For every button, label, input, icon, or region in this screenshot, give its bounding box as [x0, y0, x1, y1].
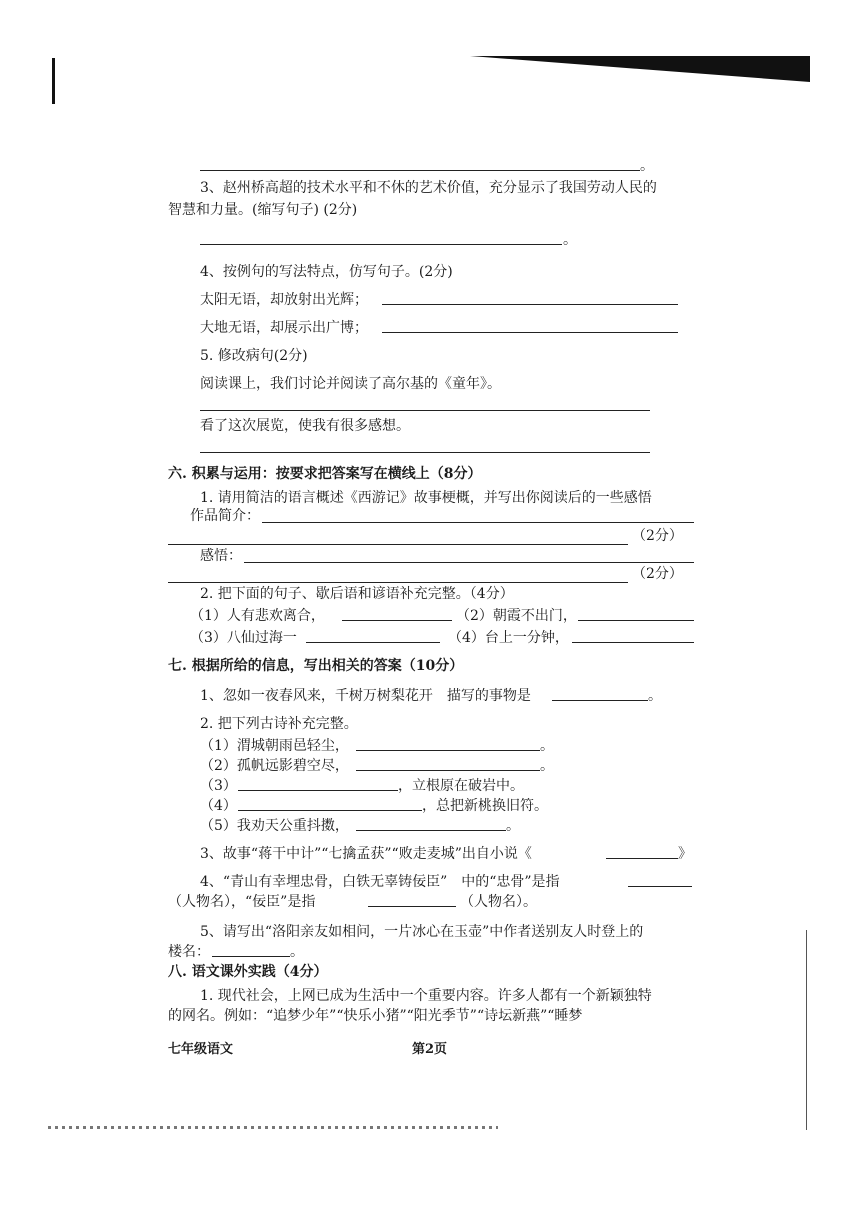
- q5-item4-prompt: 大地无语，却展示出广博；: [200, 320, 368, 336]
- scan-edge-mark-right: [806, 930, 807, 1130]
- s7-q1: 1、忽如一夜春风来，千树万树梨花开 描写的事物是: [200, 688, 531, 704]
- answer-line[interactable]: [382, 304, 678, 305]
- period: 。: [290, 944, 304, 960]
- answer-line[interactable]: [244, 562, 694, 563]
- s6-q1: 1. 请用简洁的语言概述《西游记》故事梗概，并写出你阅读后的一些感悟: [200, 490, 652, 506]
- section7-title: 七. 根据所给的信息，写出相关的答案（10分）: [168, 658, 464, 674]
- answer-line[interactable]: [356, 770, 540, 771]
- answer-line[interactable]: [552, 700, 648, 701]
- answer-line[interactable]: [212, 956, 290, 957]
- s7-q4-line1: 4、“青山有幸埋忠骨，白铁无辜铸佞臣” 中的“忠骨”是指: [200, 874, 560, 890]
- q5-item5-sentence1: 阅读课上，我们讨论并阅读了高尔基的《童年》。: [200, 376, 501, 392]
- s7-q5-line1: 5、请写出“洛阳亲友如相问，一片冰心在玉壶”中作者送别友人时登上的: [200, 924, 644, 940]
- s7-poem4-b: ，总把新桃换旧符。: [422, 798, 548, 814]
- scan-edge-mark-top-right: [470, 52, 810, 84]
- s6-q2: 2. 把下面的句子、歇后语和谚语补充完整。（4分）: [200, 586, 514, 602]
- period: 。: [540, 738, 554, 754]
- answer-line[interactable]: [382, 332, 678, 333]
- s6-q1-feel: 感悟：: [200, 548, 242, 564]
- section6-title: 六. 积累与运用：按要求把答案写在横线上（8分）: [168, 466, 482, 482]
- s7-poem2: （2）孤帆远影碧空尽，: [200, 758, 349, 774]
- s6-q2-a: （1）人有悲欢离合，: [190, 608, 325, 624]
- q5-item3-line1: 3、赵州桥高超的技术水平和不休的艺术价值，充分显示了我国劳动人民的: [200, 180, 657, 196]
- s7-poem5: （5）我劝天公重抖擞，: [200, 818, 349, 834]
- period: 。: [563, 232, 577, 248]
- q5-item3-line2: 智慧和力量。(缩写句子) (2分): [168, 202, 358, 218]
- answer-line[interactable]: [628, 886, 692, 887]
- answer-line[interactable]: [238, 810, 422, 811]
- answer-line[interactable]: [200, 170, 640, 171]
- s7-poem1: （1）渭城朝雨邑轻尘，: [200, 738, 349, 754]
- s7-q4-a: （人物名），“佞臣”是指: [168, 894, 316, 910]
- s7-q2: 2. 把下列古诗补充完整。: [200, 716, 358, 732]
- scan-edge-mark-left: [52, 58, 55, 104]
- answer-line[interactable]: [356, 750, 540, 751]
- answer-line[interactable]: [572, 642, 694, 643]
- q5-item5: 5. 修改病句(2分): [200, 348, 308, 364]
- answer-line[interactable]: [200, 452, 650, 453]
- answer-line[interactable]: [168, 582, 628, 583]
- q5-item4: 4、按例句的写法特点，仿写句子。(2分): [200, 264, 453, 280]
- answer-line[interactable]: [368, 906, 456, 907]
- scan-dotted-artifact: [48, 1126, 498, 1129]
- q5-item5-sentence2: 看了这次展览，使我有很多感想。: [200, 418, 410, 434]
- answer-line[interactable]: [356, 830, 506, 831]
- answer-line[interactable]: [578, 620, 694, 621]
- footer-page-number: 第2页: [412, 1042, 448, 1057]
- answer-line[interactable]: [342, 620, 452, 621]
- s7-q3-end: 》: [678, 846, 692, 862]
- answer-line[interactable]: [262, 522, 694, 523]
- s8-q1-line2: 的网名。例如：“追梦少年”“快乐小猪”“阳光季节”“诗坛新燕”“睡梦: [168, 1008, 583, 1024]
- section8-title: 八. 语文课外实践（4分）: [168, 964, 328, 980]
- s6-q1-intro: 作品简介：: [190, 508, 260, 524]
- s7-q5-line2: 楼名：: [168, 944, 210, 960]
- footer-subject: 七年级语文: [168, 1042, 234, 1057]
- answer-line[interactable]: [168, 544, 628, 545]
- s6-q2-d: （4）台上一分钟，: [448, 630, 569, 646]
- s7-q4-b: （人物名）。: [460, 894, 537, 910]
- answer-line[interactable]: [200, 244, 562, 245]
- answer-line[interactable]: [606, 858, 678, 859]
- answer-line[interactable]: [200, 410, 650, 411]
- s6-q1-score2: （2分）: [632, 566, 683, 582]
- s6-q2-c: （3）八仙过海一: [190, 630, 297, 646]
- answer-line[interactable]: [238, 790, 398, 791]
- period: 。: [506, 818, 520, 834]
- s7-poem3-b: ，立根原在破岩中。: [398, 778, 524, 794]
- s7-poem3-a: （3）: [200, 778, 237, 794]
- s7-q3: 3、故事“蒋干中计”“七擒孟获”“败走麦城”出自小说《: [200, 846, 532, 862]
- period: 。: [648, 688, 662, 704]
- s8-q1-line1: 1. 现代社会，上网已成为生活中一个重要内容。许多人都有一个新颖独特: [200, 988, 652, 1004]
- s7-poem4-a: （4）: [200, 798, 237, 814]
- s6-q2-b: （2）朝霞不出门，: [456, 608, 577, 624]
- q5-item4-example: 太阳无语，却放射出光辉；: [200, 292, 368, 308]
- period: 。: [640, 158, 654, 174]
- period: 。: [540, 758, 554, 774]
- answer-line[interactable]: [306, 642, 440, 643]
- s6-q1-score: （2分）: [632, 528, 683, 544]
